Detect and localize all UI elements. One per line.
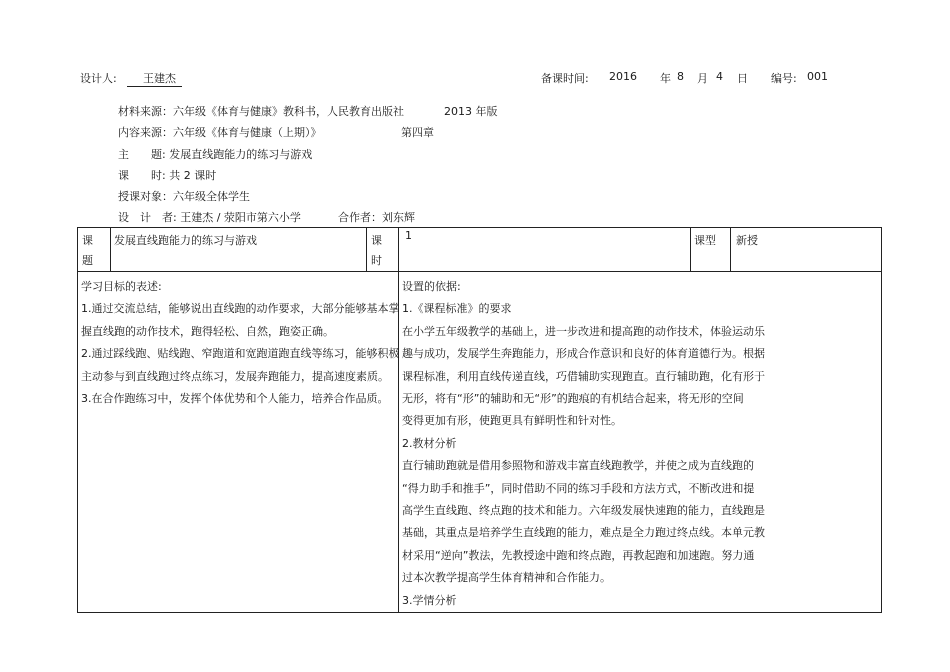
basis-line: 基础，其重点是培养学生直线跑的能力，难点是全力跑过终点线。本单元教 <box>402 526 765 540</box>
topic-value-cell <box>111 228 367 272</box>
hours-value-cell <box>399 228 691 272</box>
designer-meta-value: 王建杰 / 荥阳市第六小学 <box>180 211 301 224</box>
type-value: 新授 <box>736 234 758 247</box>
prep-month-unit: 月 <box>697 72 708 85</box>
basis-line: 趣与成功，发展学生奔跑能力，形成合作意识和良好的体育道德行为。根据 <box>402 347 765 361</box>
basis-line: 变得更加有形，使跑更具有鲜明性和针对性。 <box>402 414 622 428</box>
prep-day-unit: 日 <box>737 72 748 85</box>
objectives-line: 主动参与到直线跑过终点练习，发展奔跑能力，提高速度素质。 <box>81 369 389 383</box>
basis-line: 直行辅助跑就是借用参照物和游戏丰富直线跑教学，并使之成为直线跑的 <box>402 459 754 473</box>
basis-cell <box>399 272 882 613</box>
designer-name: 王建杰 <box>127 70 182 87</box>
table-content-row <box>78 272 882 613</box>
material-year: 2013 年版 <box>444 105 498 118</box>
type-value-cell <box>731 228 882 272</box>
prep-day: 4 <box>716 70 723 83</box>
topic-label: 主 题: <box>118 148 166 161</box>
prep-year-unit: 年 <box>660 72 671 85</box>
basis-line: 高学生直线跑、终点跑的技术和能力。六年级发展快速跑的能力，直线跑是 <box>402 504 765 518</box>
basis-text <box>399 272 881 612</box>
partner: 合作者：刘东辉 <box>338 211 415 224</box>
material-source: 材料来源：六年级《体育与健康》教科书，人民教育出版社 <box>118 105 404 118</box>
topic-line <box>118 146 312 162</box>
prep-month: 8 <box>677 70 684 83</box>
objectives-line: 3.在合作跑练习中，发挥个体优势和个人能力，培养合作品质。 <box>81 392 389 406</box>
basis-line: 2.教材分析 <box>402 436 457 450</box>
hours-value: 共 2 课时 <box>169 169 217 182</box>
table-header-row <box>78 228 882 272</box>
designer-line <box>118 209 415 225</box>
number-label: 编号: <box>771 72 797 85</box>
topic-value: 发展直线跑能力的练习与游戏 <box>169 148 313 161</box>
basis-line: 课程标准，利用直线传递直线，巧借辅助实现跑直。直行辅助跑，化有形于 <box>402 369 765 383</box>
basis-line: 1.《课程标准》的要求 <box>402 302 512 316</box>
type-header: 课型 <box>694 234 716 247</box>
material-source-line <box>118 103 498 119</box>
hours-header-cell <box>367 228 399 272</box>
objectives-line: 1.通过交流总结，能够说出直线跑的动作要求，大部分能够基本掌 <box>81 302 400 316</box>
basis-line: 在小学五年级教学的基础上，进一步改进和提高跑的动作技术，体验运动乐 <box>402 324 765 338</box>
designer-label: 设计人: <box>80 72 117 85</box>
lesson-plan-table <box>77 227 882 613</box>
hours-header-1: 课 <box>371 234 382 247</box>
content-source-line <box>118 124 434 140</box>
topic-header-2: 题 <box>82 254 93 267</box>
prep-time-label: 备课时间: <box>541 72 589 85</box>
prep-year: 2016 <box>609 70 637 83</box>
basis-line: 过本次教学提高学生体育精神和合作能力。 <box>402 571 611 585</box>
basis-line: 无形，将有“形”的辅助和无“形”的跑痕的有机结合起来，将无形的空间 <box>402 392 744 406</box>
objectives-title: 学习目标的表述: <box>81 280 162 293</box>
chapter: 第四章 <box>401 126 434 139</box>
table-topic-value: 发展直线跑能力的练习与游戏 <box>114 234 257 247</box>
hours-line <box>118 167 216 183</box>
table-hours-value: 1 <box>405 229 412 242</box>
content-source: 内容来源：六年级《体育与健康（上期）》 <box>118 126 322 139</box>
basis-line: 材采用“逆向”教法，先教授途中跑和终点跑，再教起跑和加速跑。努力通 <box>402 548 755 562</box>
hours-label: 课 时: <box>118 169 166 182</box>
designer-meta-label: 设 计 者: <box>118 211 177 224</box>
basis-line: “得力助手和推手”，同时借助不同的练习手段和方法方式，不断改进和提 <box>402 481 755 495</box>
number-value: 001 <box>807 70 828 83</box>
objectives-line: 2.通过踩线跑、贴线跑、窄跑道和宽跑道跑直线等练习，能够积极 <box>81 347 400 361</box>
basis-line: 3.学情分析 <box>402 593 457 607</box>
objectives-cell <box>78 272 399 613</box>
basis-title: 设置的依据: <box>402 280 461 293</box>
topic-header-cell <box>78 228 111 272</box>
objectives-line: 握直线跑的动作技术，跑得轻松、自然，跑姿正确。 <box>81 324 334 338</box>
hours-header-2: 时 <box>371 254 382 267</box>
type-header-cell <box>691 228 731 272</box>
objectives-text <box>78 272 398 410</box>
topic-header-1: 课 <box>82 234 93 247</box>
audience: 授课对象：六年级全体学生 <box>118 190 250 203</box>
